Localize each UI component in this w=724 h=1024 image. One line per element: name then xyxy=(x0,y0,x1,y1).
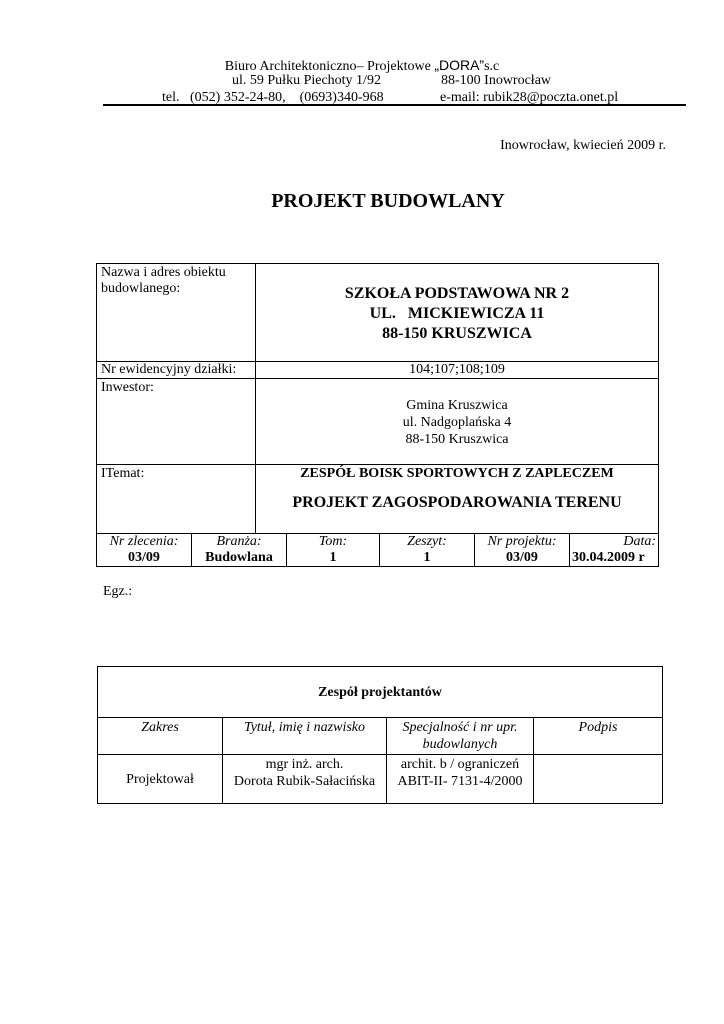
meta-value: 1 xyxy=(329,550,337,565)
subject-line-2: PROJEKT ZAGOSPODAROWANIA TERENU xyxy=(292,494,622,511)
meta-cell-branch xyxy=(192,534,287,567)
object-line-1: SZKOŁA PODSTAWOWA NR 2 xyxy=(344,285,570,302)
investor-line-1: Gmina Kruszwica xyxy=(406,398,508,413)
meta-value: 1 xyxy=(423,550,431,565)
meta-label: Branża: xyxy=(216,534,262,549)
subject-label: ITemat: xyxy=(97,465,256,534)
meta-cell-volume xyxy=(287,534,380,567)
team-row-name-cell xyxy=(223,755,387,804)
document-title: PROJEKT BUDOWLANY xyxy=(271,190,505,212)
company-city: 88-100 Inowrocław xyxy=(441,73,552,88)
meta-cell-order xyxy=(97,534,192,567)
team-row-spec-line-2: ABIT-II- 7131-4/2000 xyxy=(397,774,523,789)
place-date: Inowrocław, kwiecień 2009 r. xyxy=(500,138,666,153)
object-label-cell xyxy=(97,264,256,362)
project-info-table xyxy=(96,263,659,534)
company-phone: tel. (052) 352-24-80, (0693)340-968 xyxy=(162,90,384,105)
meta-label: Tom: xyxy=(318,534,348,549)
subject-line-1: ZESPÓŁ BOISK SPORTOWYCH Z ZAPLECZEM xyxy=(300,466,614,481)
team-header-scope: Zakres xyxy=(98,718,223,755)
meta-value: 30.04.2009 r xyxy=(572,550,645,565)
subject-value-cell xyxy=(256,465,659,534)
company-street: ul. 59 Pułku Piechoty 1/92 xyxy=(232,73,381,88)
meta-value: 03/09 xyxy=(506,550,538,565)
meta-cell-booklet xyxy=(380,534,475,567)
investor-value-cell xyxy=(256,379,659,465)
team-row-scope: Projektował xyxy=(98,755,223,804)
investor-line-3: 88-150 Kruszwica xyxy=(405,432,509,447)
company-name: Biuro Architektoniczno– Projektowe xyxy=(224,59,431,74)
meta-cell-project-no xyxy=(475,534,570,567)
object-line-3: 88-150 KRUSZWICA xyxy=(382,325,532,342)
investor-line-2: ul. Nadgoplańska 4 xyxy=(402,415,512,430)
design-team-table xyxy=(97,666,663,804)
project-meta-table xyxy=(96,533,659,567)
object-label: Nazwa i adres obiektu budowlanego: xyxy=(101,265,226,296)
meta-label: Data: xyxy=(623,534,656,549)
team-header-name: Tytuł, imię i nazwisko xyxy=(223,718,387,755)
object-value-cell xyxy=(256,264,659,362)
meta-label: Nr projektu: xyxy=(487,534,557,549)
team-row-spec-line-1: archit. b / ograniczeń xyxy=(400,757,520,772)
team-row-name-line-1: mgr inż. arch. xyxy=(265,757,344,772)
company-suffix: s.c xyxy=(484,59,500,74)
parcel-value: 104;107;108;109 xyxy=(256,362,659,379)
meta-value: Budowlana xyxy=(205,550,273,565)
team-row-name-line-2: Dorota Rubik-Sałacińska xyxy=(233,774,376,789)
team-header-spec: Specjalność i nr upr. budowlanych xyxy=(387,718,534,755)
company-brand: „DORA” xyxy=(434,57,485,73)
meta-cell-date xyxy=(570,534,659,567)
meta-label: Nr zlecenia: xyxy=(109,534,179,549)
team-row-spec-cell xyxy=(387,755,534,804)
header-divider xyxy=(103,104,686,106)
investor-label: Inwestor: xyxy=(97,379,256,465)
team-title-cell xyxy=(98,667,663,718)
meta-value: 03/09 xyxy=(128,550,160,565)
company-email: e-mail: rubik28@poczta.onet.pl xyxy=(440,90,619,105)
team-header-signature: Podpis xyxy=(534,718,663,755)
object-line-2: UL. MICKIEWICZA 11 xyxy=(369,305,545,322)
copies-label: Egz.: xyxy=(103,584,133,599)
team-title: Zespół projektantów xyxy=(318,684,442,700)
meta-label: Zeszyt: xyxy=(407,534,447,549)
parcel-label: Nr ewidencyjny działki: xyxy=(97,362,256,379)
team-row-signature xyxy=(534,755,663,804)
